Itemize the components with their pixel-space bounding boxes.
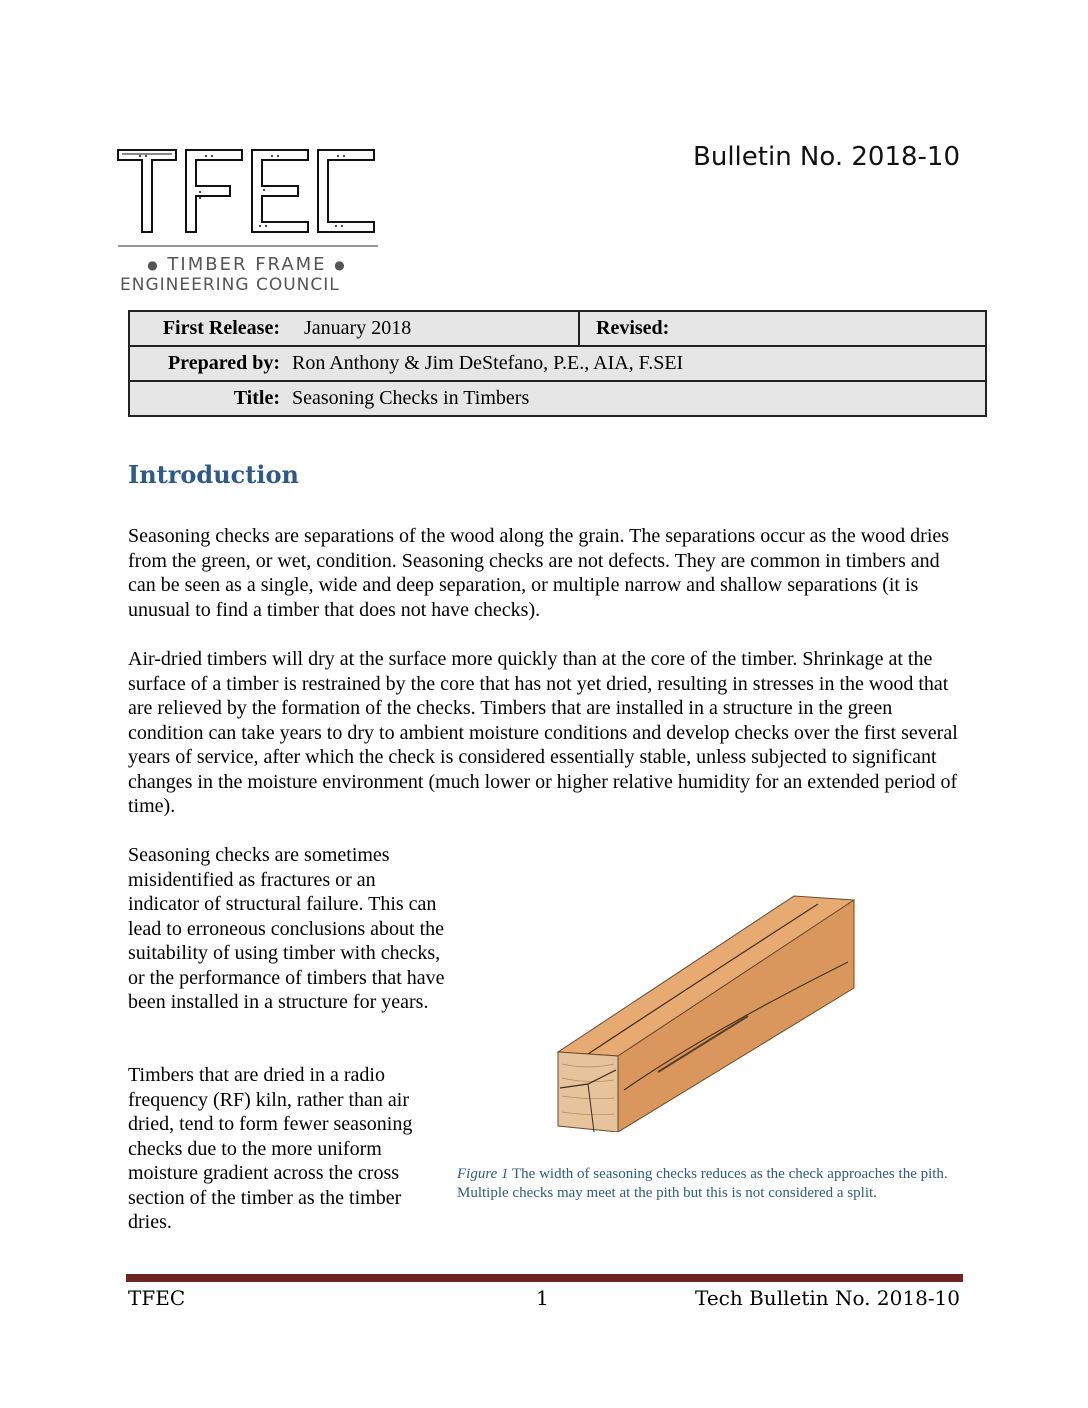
first-release-value: January 2018 <box>304 317 412 339</box>
section-heading: Introduction <box>128 460 299 489</box>
table-row <box>129 311 986 346</box>
footer-org: TFEC <box>128 1286 186 1310</box>
footer-page-number: 1 <box>536 1286 549 1310</box>
title-label: Title: <box>233 387 280 409</box>
prepared-by-label: Prepared by: <box>167 352 280 374</box>
title-cell <box>129 381 986 416</box>
bulletin-info-table <box>128 310 987 417</box>
figure-caption <box>457 1165 957 1203</box>
prepared-by-cell <box>129 346 986 381</box>
logo-tagline-1: ● TIMBER FRAME ● <box>147 254 347 275</box>
figure-label: Figure 1 <box>457 1166 509 1182</box>
table-row <box>129 346 986 381</box>
bullet-dot: ● <box>334 258 347 272</box>
body-paragraph: Air-dried timbers will dry at the surface more quickly than at the core of the timber. Shrinkage at the surface of a timber is restrained by the core that has not yet dried, resulting in stresses in the wood that are relieved by the formation of the checks. Timbers that are installed in a structure in the green condition can take years to dry to ambient moisture conditions and develop checks over the first several years of service, after which the check is considered essentially stable, unless subjected to significant changes in the moisture environment (much lower or higher relative humidity for an extended period of time). <box>128 648 958 817</box>
tfec-logo-mark <box>116 146 378 252</box>
timber-illustration <box>548 892 868 1132</box>
footer-divider <box>126 1274 963 1282</box>
table-row <box>129 381 986 416</box>
figure-caption-text: The width of seasoning checks reduces as the check approaches the pith. Multiple checks may meet at the pith but this is not considered a split. <box>457 1166 948 1201</box>
body-paragraph: Timbers that are dried in a radio frequency (RF) kiln, rather than air dried, tend to form fewer seasoning checks due to the more uniform moisture gradient across the cross section of the timber as the timber dries. <box>128 1064 413 1233</box>
logo-tagline-2: ENGINEERING COUNCIL <box>120 275 340 295</box>
footer-bulletin: Tech Bulletin No. 2018-10 <box>695 1286 960 1310</box>
revised-label: Revised: <box>596 317 670 339</box>
tfec-logo <box>116 146 382 298</box>
body-paragraph: Seasoning checks are separations of the wood along the grain. The separations occur as the wood dries from the green, or wet, condition. Seasoning checks are not defects. They are common in timbers and can be seen as a single, wide and deep separation, or multiple narrow and shallow separations (it is unusual to find a timber that does not have checks). <box>128 525 950 621</box>
timber-drawing <box>548 892 868 1132</box>
revised-cell <box>579 311 986 346</box>
first-release-cell <box>129 311 579 346</box>
prepared-by-value: Ron Anthony & Jim DeStefano, P.E., AIA, F.SEI <box>292 352 684 374</box>
body-paragraph: Seasoning checks are sometimes misidentified as fractures or an indicator of structural failure. This can lead to erroneous conclusions about the suitability of using timber with checks, or the performance of timbers that have been installed in a structure for years. <box>128 844 445 1013</box>
bullet-dot: ● <box>147 258 160 272</box>
first-release-label: First Release: <box>162 317 280 339</box>
title-value: Seasoning Checks in Timbers <box>292 387 530 409</box>
bulletin-number: Bulletin No. 2018-10 <box>693 142 960 172</box>
